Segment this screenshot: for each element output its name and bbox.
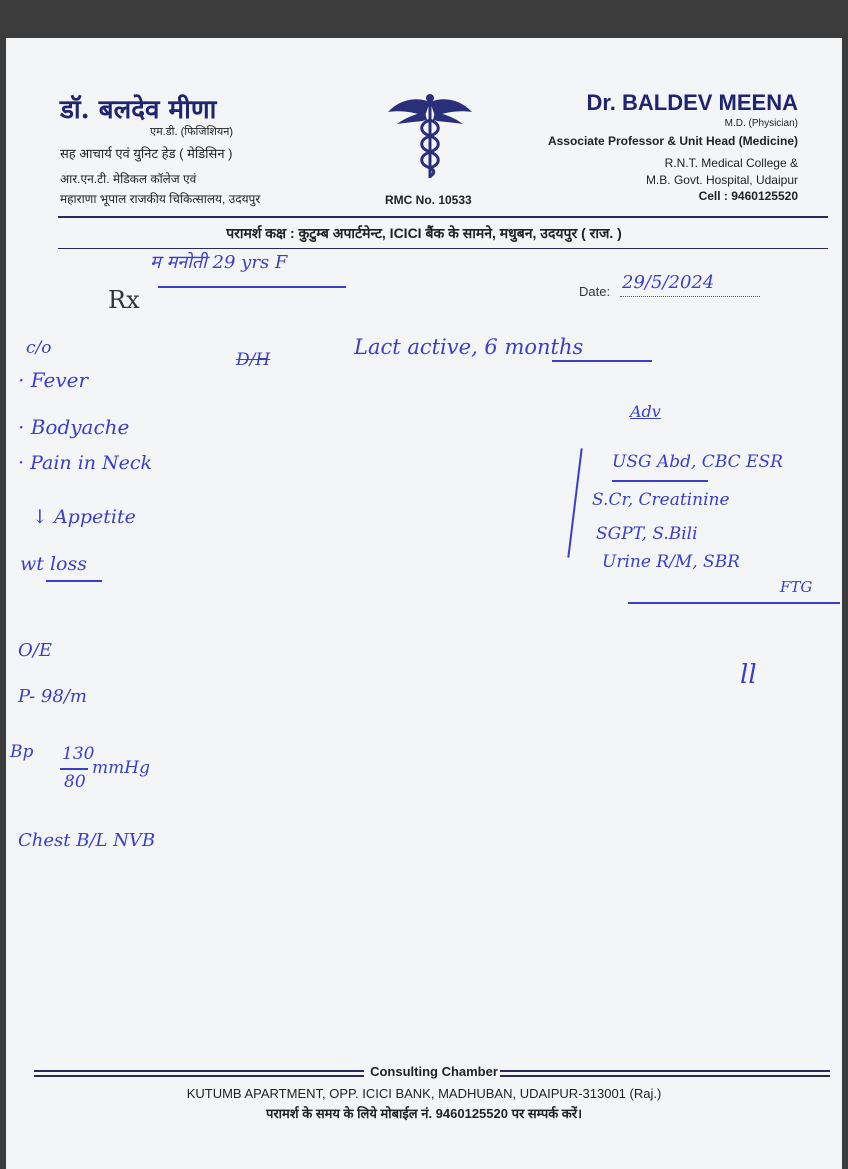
caduceus-logo [385,90,475,182]
handwritten-complaint-neck: · Pain in Neck [18,452,153,474]
handwritten-bp-unit: mmHg [92,758,150,778]
handwritten-oe: O/E [18,640,52,661]
advice-end-line [628,602,840,604]
rx-symbol [108,286,140,314]
date-label: Date: [579,284,611,299]
dx-underline [552,360,652,362]
patient-underline [158,286,346,288]
handwritten-c-o: c/o [26,338,52,358]
footer-title: Consulting Chamber [370,1064,498,1079]
handwritten-pulse: P- 98/m [18,686,87,707]
handwritten-initials: ll [740,660,757,690]
handwritten-advice-2: S.Cr, Creatinine [592,490,730,510]
doctor-name-hindi: डॉ. बलदेव मीणा [60,95,217,125]
hospital-hindi: महाराणा भूपाल राजकीय चिकित्सालय, उदयपुर [60,192,261,206]
designation-hindi: सह आचार्य एवं युनिट हेड ( मेडिसिन ) [60,146,233,161]
handwritten-dx-label: D/H [236,350,271,370]
footer-contact-hindi: परामर्श के समय के लिये मोबाईल नं. 9460125520 पर सम्पर्क करें। [265,1106,583,1121]
handwritten-dx-text: Lact active, 6 months [354,335,584,359]
handwritten-bp-systolic: 130 [62,744,95,764]
bp-fraction-bar [60,768,88,770]
degree: M.D. (Physician) [724,118,798,129]
handwritten-date: 29/5/2024 [622,272,715,293]
footer-address: KUTUMB APARTMENT, OPP. ICICI BANK, MADHUBAN, UDAIPUR-313001 (Raj.) [186,1086,662,1101]
college-hindi: आर.एन.टी. मेडिकल कॉलेज एवं [60,172,197,186]
handwritten-chest: Chest B/L NVB [18,830,156,851]
rmc-number: RMC No. 10533 [385,193,472,207]
header-rule-bottom [58,248,828,249]
header-rule-top [58,216,828,218]
handwritten-advice-3: SGPT, S.Bili [596,524,698,544]
handwritten-advice-4: Urine R/M, SBR [602,552,740,572]
handwritten-complaint-wt-loss: wt loss [20,553,87,575]
handwritten-advice-5: FTG [780,578,813,596]
handwritten-bp-diastolic: 80 [64,772,86,792]
handwritten-complaint-bodyache: · Bodyache [18,415,130,439]
degree-hindi: एम.डी. (फिजिशियन) [150,126,234,138]
consult-room-address: परामर्श कक्ष : कुटुम्ब अपार्टमेन्ट, ICICI बैंक के सामने, मधुबन, उदयपुर ( राज. ) [226,225,622,241]
cell-number: Cell : 9460125520 [698,189,798,203]
handwritten-bp-label: Bp [10,742,34,762]
date-dotted-line [620,296,760,297]
designation: Associate Professor & Unit Head (Medicine) [547,134,798,148]
hospital: M.B. Govt. Hospital, Udaipur [645,173,798,187]
handwritten-patient-details: म मनोती 29 yrs F [150,252,288,273]
wt-loss-underline [46,580,102,582]
handwritten-complaint-appetite: ↓ Appetite [32,506,136,528]
rx-symbol-text: Rx [108,286,140,314]
college: R.N.T. Medical College & [664,156,798,170]
handwritten-advice-1: USG Abd, CBC ESR [612,452,783,472]
handwritten-complaint-fever: · Fever [18,368,89,392]
handwritten-advice-label: Adv [630,402,661,421]
doctor-name: Dr. BALDEV MEENA [586,90,798,115]
advice-1-underline [612,480,708,482]
